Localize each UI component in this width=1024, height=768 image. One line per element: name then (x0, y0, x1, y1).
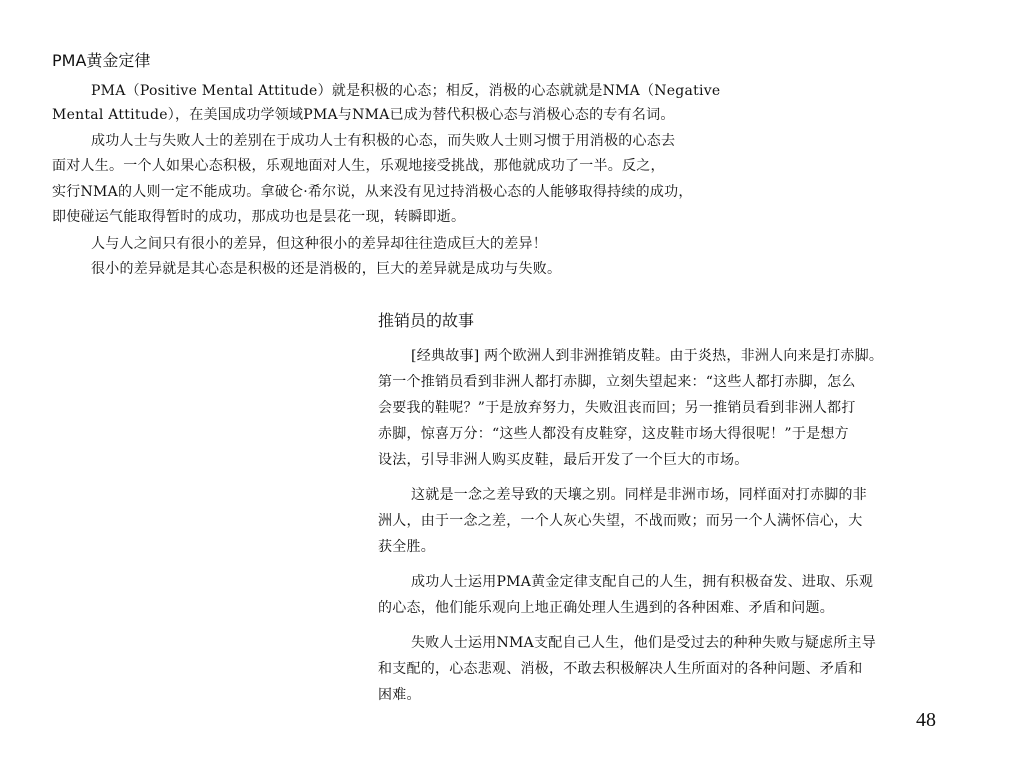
page-number: 48 (916, 709, 936, 731)
pma-paragraph-line: 成功人士与失败人士的差别在于成功人士有积极的心态，而失败人士则习惯于用消极的心态去 (91, 133, 676, 149)
story-paragraph-line: 设法，引导非洲人购买皮鞋，最后开发了一个巨大的市场。 (378, 452, 749, 468)
pma-paragraph-line: 即使碰运气能取得暂时的成功，那成功也是昙花一现，转瞬即逝。 (52, 209, 466, 225)
pma-paragraph-line: Mental Attitude），在美国成功学领域PMA与NMA已成为替代积极心态与消极心态的专有名词。 (52, 107, 675, 123)
story-paragraph-line: 洲人，由于一念之差，一个人灰心失望，不战而败；而另一个人满怀信心，大 (378, 513, 863, 529)
story-paragraph-line: 会要我的鞋呢？”于是放弃努力，失败沮丧而回；另一推销员看到非洲人都打 (378, 400, 856, 416)
story-paragraph-line: [经典故事] 两个欧洲人到非洲推销皮鞋。由于炎热，非洲人向来是打赤脚。 (411, 348, 884, 364)
story-paragraph-line: 第一个推销员看到非洲人都打赤脚，立刻失望起来：“这些人都打赤脚，怎么 (378, 374, 856, 390)
story-paragraph-line: 和支配的，心态悲观、消极，不敢去积极解决人生所面对的各种问题、矛盾和 (378, 661, 863, 677)
story-section-title: 推销员的故事 (378, 311, 475, 330)
story-paragraph-line: 赤脚，惊喜万分：“这些人都没有皮鞋穿，这皮鞋市场大得很呢！”于是想方 (378, 426, 849, 442)
story-paragraph-line: 成功人士运用PMA黄金定律支配自己的人生，拥有积极奋发、进取、乐观 (411, 574, 874, 590)
story-paragraph-line: 困难。 (378, 687, 421, 703)
pma-paragraph-line: 实行NMA的人则一定不能成功。拿破仑·希尔说，从来没有见过持消极心态的人能够取得持续的成功， (52, 184, 693, 200)
story-paragraph-line: 的心态，他们能乐观向上地正确处理人生遇到的各种困难、矛盾和问题。 (378, 600, 834, 616)
pma-section-title: PMA黄金定律 (52, 51, 151, 70)
pma-paragraph-line: 很小的差异就是其心态是积极的还是消极的，巨大的差异就是成功与失败。 (91, 261, 562, 277)
story-paragraph-line: 失败人士运用NMA支配自己人生，他们是受过去的种种失败与疑虑所主导 (411, 635, 876, 651)
story-paragraph-line: 获全胜。 (378, 539, 435, 555)
story-paragraph-line: 这就是一念之差导致的天壤之别。同样是非洲市场，同样面对打赤脚的非 (411, 487, 867, 503)
pma-paragraph-line: PMA（Positive Mental Attitude）就是积极的心态；相反，消极的心态就就是NMA（Negative (91, 83, 721, 99)
pma-paragraph-line: 人与人之间只有很小的差异，但这种很小的差异却往往造成巨大的差异！ (91, 236, 547, 252)
pma-paragraph-line: 面对人生。一个人如果心态积极，乐观地面对人生，乐观地接受挑战，那他就成功了一半。反之， (52, 158, 665, 174)
